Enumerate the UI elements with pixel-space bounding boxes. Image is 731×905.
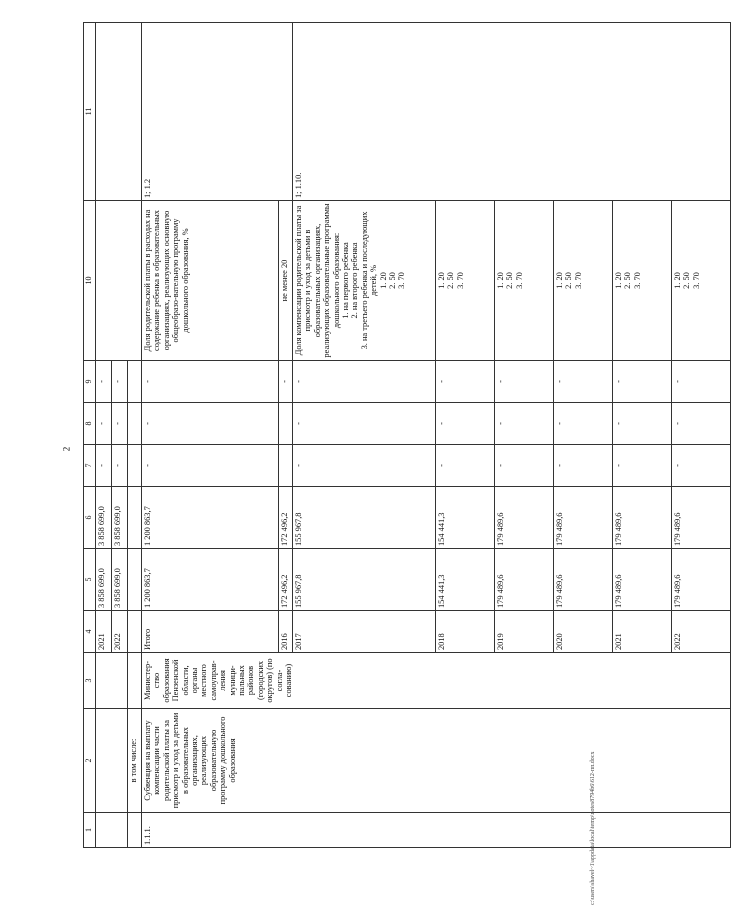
year-cell: Итого [142, 611, 279, 653]
amount-cell: 155 967,8 [293, 487, 436, 549]
value-cell [554, 201, 613, 361]
value-line: 2. 50 [682, 272, 692, 289]
amount-cell: 179 489,6 [613, 549, 672, 611]
year-cell: 2021 [96, 611, 112, 653]
indicator-item: 3. на третьего ребенка и последующих детей, % [359, 211, 379, 350]
amount-cell: 155 967,8 [293, 549, 436, 611]
dash-cell: - [112, 445, 128, 487]
value-line: 3. 70 [397, 272, 407, 289]
dash-cell: - [554, 403, 613, 445]
value-line: 2. 50 [564, 272, 574, 289]
dash-cell: - [554, 361, 613, 403]
amount-cell: 179 489,6 [672, 549, 731, 611]
dash-cell: - [436, 361, 495, 403]
indicator-item: 1. на первого ребенка [341, 242, 351, 319]
amount-cell: 179 489,6 [495, 487, 554, 549]
amount-cell: 154 441,3 [436, 487, 495, 549]
indicator-text: Доля родительской платы в расходах на содержание ребенка в образовательных организациях, реализующих основную общеобразо-вательную программу дошкольного образования, % [142, 201, 279, 361]
dash-cell: - [672, 361, 731, 403]
dash-cell: - [672, 445, 731, 487]
col-num: 9 [84, 361, 96, 403]
value-line: 2. 50 [623, 272, 633, 289]
col-num: 1 [84, 813, 96, 848]
amount-cell: 1 200 863,7 [142, 487, 279, 549]
dash-cell: - [142, 361, 279, 403]
dash-cell: - [142, 445, 279, 487]
amount-cell: 172 496,2 [279, 487, 293, 549]
dash-cell: - [142, 403, 279, 445]
indicator-ref: 1; 1.10. [293, 23, 731, 201]
dash-cell: - [96, 361, 112, 403]
value-cell [613, 201, 672, 361]
dash-cell: - [613, 403, 672, 445]
amount-cell: 154 441,3 [436, 549, 495, 611]
indicator-compensation [293, 201, 436, 361]
value-line: 2. 50 [446, 272, 456, 289]
amount-cell: 179 489,6 [554, 487, 613, 549]
value-line: 3. 70 [573, 272, 583, 289]
col-num: 11 [84, 23, 96, 201]
table-row [96, 23, 112, 848]
year-cell: 2016 [279, 611, 293, 653]
dash-cell: - [495, 403, 554, 445]
col-num: 5 [84, 549, 96, 611]
dash-cell: - [436, 403, 495, 445]
dash-cell: - [96, 445, 112, 487]
dash-cell: - [495, 361, 554, 403]
col-num: 2 [84, 709, 96, 813]
value-cell [495, 201, 554, 361]
value-line: 3. 70 [691, 272, 701, 289]
value-line: 1. 20 [378, 272, 388, 289]
col-num: 3 [84, 653, 96, 709]
value-line: 1. 20 [614, 272, 623, 289]
program-table [83, 22, 731, 848]
dash-cell: - [613, 445, 672, 487]
amount-cell: 179 489,6 [554, 549, 613, 611]
amount-cell: 179 489,6 [613, 487, 672, 549]
dash-cell: - [293, 445, 436, 487]
value-line: 1. 20 [437, 272, 446, 289]
value-line: 2. 50 [505, 272, 515, 289]
value-line: 1. 20 [555, 272, 564, 289]
page-number: 2 [61, 446, 72, 452]
year-cell: 2018 [436, 611, 495, 653]
value-line: 3. 70 [632, 272, 642, 289]
value-cell [436, 201, 495, 361]
item-name: Субвенция на выплату компенсации части родительской платы за присмотр и уход за детьми в образовательных организациях, реализующих образовательную программу дошкольного образования [142, 709, 731, 813]
item-total-row [142, 23, 279, 848]
value-line: 3. 70 [455, 272, 465, 289]
column-number-row [84, 23, 96, 848]
dash-cell: - [293, 361, 436, 403]
col-num: 4 [84, 611, 96, 653]
year-cell: 2019 [495, 611, 554, 653]
subheading: в том числе: [128, 709, 142, 813]
dash-cell: - [279, 361, 293, 403]
col-num: 10 [84, 201, 96, 361]
year-cell: 2022 [672, 611, 731, 653]
col-num: 7 [84, 445, 96, 487]
item-executor: Министер-ство образования Пензенской области, органы местного самоуправ-ления муници-пальных районов (городских округов) (по согла-сованию) [142, 653, 731, 709]
year-cell: 2022 [112, 611, 128, 653]
indicator-ref: 1; 1.2 [142, 23, 293, 201]
amount-cell: 172 496,2 [279, 549, 293, 611]
indicator-title: Доля компенсации родительской платы за присмотр и уход за детьми в образовательных организациях, реализующих образовательные программы дошкольного образования: [294, 203, 341, 358]
amount-cell: 3 858 699,0 [112, 487, 128, 549]
value-cell [672, 201, 731, 361]
value-line: 2. 50 [388, 272, 398, 289]
amount-cell: 3 858 699,0 [112, 549, 128, 611]
col-num: 8 [84, 403, 96, 445]
dash-cell: - [112, 403, 128, 445]
amount-cell: 179 489,6 [672, 487, 731, 549]
amount-cell: 1 200 863,7 [142, 549, 279, 611]
year-cell: 2021 [613, 611, 672, 653]
year-cell: 2020 [554, 611, 613, 653]
year-cell: 2017 [293, 611, 436, 653]
dash-cell: - [554, 445, 613, 487]
dash-cell: - [436, 445, 495, 487]
amount-cell: 179 489,6 [495, 549, 554, 611]
amount-cell: 3 858 699,0 [96, 549, 112, 611]
dash-cell: - [293, 403, 436, 445]
dash-cell: - [495, 445, 554, 487]
dash-cell: - [112, 361, 128, 403]
dash-cell: - [96, 403, 112, 445]
footer-file-path: c:\users\shavel~1\appdata\local\temp\notes8794b6\612-пп.docx [590, 751, 596, 905]
indicator-item: 2. на второго ребенка [350, 242, 360, 319]
amount-cell: 3 858 699,0 [96, 487, 112, 549]
value-line: 1. 20 [673, 272, 682, 289]
value-line: 1. 20 [496, 272, 505, 289]
value-line: 3. 70 [514, 272, 524, 289]
dash-cell: - [613, 361, 672, 403]
indicator-target: не менее 20 [279, 201, 293, 361]
item-number: 1.1.1. [142, 813, 731, 848]
dash-cell: - [672, 403, 731, 445]
col-num: 6 [84, 487, 96, 549]
